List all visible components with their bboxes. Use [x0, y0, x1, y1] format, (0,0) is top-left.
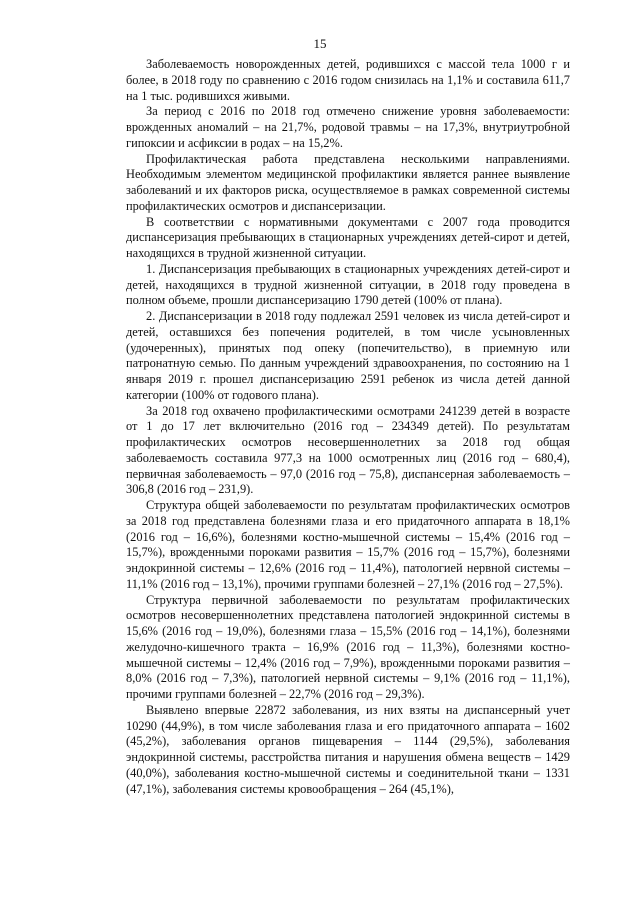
paragraph-newly-detected-diseases: Выявлено впервые 22872 заболевания, из них взяты на диспансерный учет 10290 (44,9%), в том числе заболевания глаза и его придаточного аппарата – 1602 (45,2%), заболевания органов пищеварения – 1144 (29,5%), заболевания эндокринной системы, расстройства питания и нарушения обмена веществ – 1429 (40,0%), заболевания костно-мышечной системы и соединительной ткани – 1331 (47,1%), заболевания системы кровообращения – 264 (45,1%), [126, 702, 570, 796]
paragraph-regulatory-documents: В соответствии с нормативными документами с 2007 года проводится диспансеризация пребывающих в стационарных учреждениях детей-сирот и детей, находящихся в трудной жизненной ситуации. [126, 214, 570, 260]
paragraph-morbidity-decrease: За период с 2016 по 2018 год отмечено снижение уровня заболеваемости: врожденных аномалий – на 21,7%, родовой травмы – на 17,3%, внутриутробной гипоксии и асфиксии в родах – на 15,2%. [126, 104, 570, 150]
page-number: 15 [313, 36, 327, 51]
paragraph-preventive-work: Профилактическая работа представлена несколькими направлениями. Необходимым элементом медицинской профилактики является раннее выявление заболеваний и их факторов риска, осуществляемое в рамках современной системы профилактических осмотров и диспансеризации. [126, 151, 570, 213]
document-body [126, 57, 570, 797]
paragraph-general-morbidity-structure: Структура общей заболеваемости по результатам профилактических осмотров за 2018 год представлена болезнями глаза и его придаточного аппарата в 18,1% (2016 год – 16,6%), болезнями костно-мышечной системы – 15,4% (2016 год – 15,7%), врожденными пороками развития – 15,7% (2016 год – 15,7%), болезнями эндокринной системы – 12,6% (2016 год – 11,4%), патологией нервной системы – 11,1% (2016 год – 13,1%), прочими группами болезней – 27,1% (2016 год – 27,5%). [126, 498, 570, 591]
paragraph-item-1-orphans-exam: 1. Диспансеризация пребывающих в стационарных учреждениях детей-сирот и детей, находящихся в трудной жизненной ситуации, в 2018 году проведена в полном объеме, прошли диспансеризацию 1790 детей (100% от плана). [126, 261, 570, 308]
paragraph-item-2-orphans-without-care: 2. Диспансеризации в 2018 году подлежал 2591 человек из числа детей-сирот и детей, оставшихся без попечения родителей, в том числе усыновленных (удочеренных), принятых под опеку (попечительство), в приемную или патронатную семью. По данным учреждений здравоохранения, по состоянию на 1 января 2019 г. прошел диспансеризацию 2591 ребенок из числа детей данной категории (100% от годового плана). [126, 309, 570, 402]
paragraph-preventive-exams-coverage: За 2018 год охвачено профилактическими осмотрами 241239 детей в возрасте от 1 до 17 лет включительно (2016 год – 234349 детей). По результатам профилактических осмотров несовершеннолетних за 2018 год общая заболеваемость составила 977,3 на 1000 осмотренных лиц (2016 год – 680,4), первичная заболеваемость – 97,0 (2016 год – 75,8), диспансерная заболеваемость – 306,8 (2016 год – 231,9). [126, 403, 570, 497]
paragraph-newborn-morbidity: Заболеваемость новорожденных детей, родившихся с массой тела 1000 г и более, в 2018 году по сравнению с 2016 годом снизилась на 1,1% и составила 611,7 на 1 тыс. родившихся живыми. [126, 57, 570, 103]
paragraph-primary-morbidity-structure: Структура первичной заболеваемости по результатам профилактических осмотров несовершеннолетних представлена патологией эндокринной системы в 15,6% (2016 год – 19,0%), болезнями глаза – 15,5% (2016 год – 14,1%), болезнями желудочно-кишечного тракта – 16,9% (2016 год – 11,3%), болезнями костно-мышечной системы – 12,4% (2016 год – 7,9%), врожденными пороками развития – 8,0% (2016 год – 7,3%), патологией нервной системы – 9,1% (2016 год – 11,1%), прочими группами болезней – 22,7% (2016 год – 29,3%). [126, 592, 570, 701]
